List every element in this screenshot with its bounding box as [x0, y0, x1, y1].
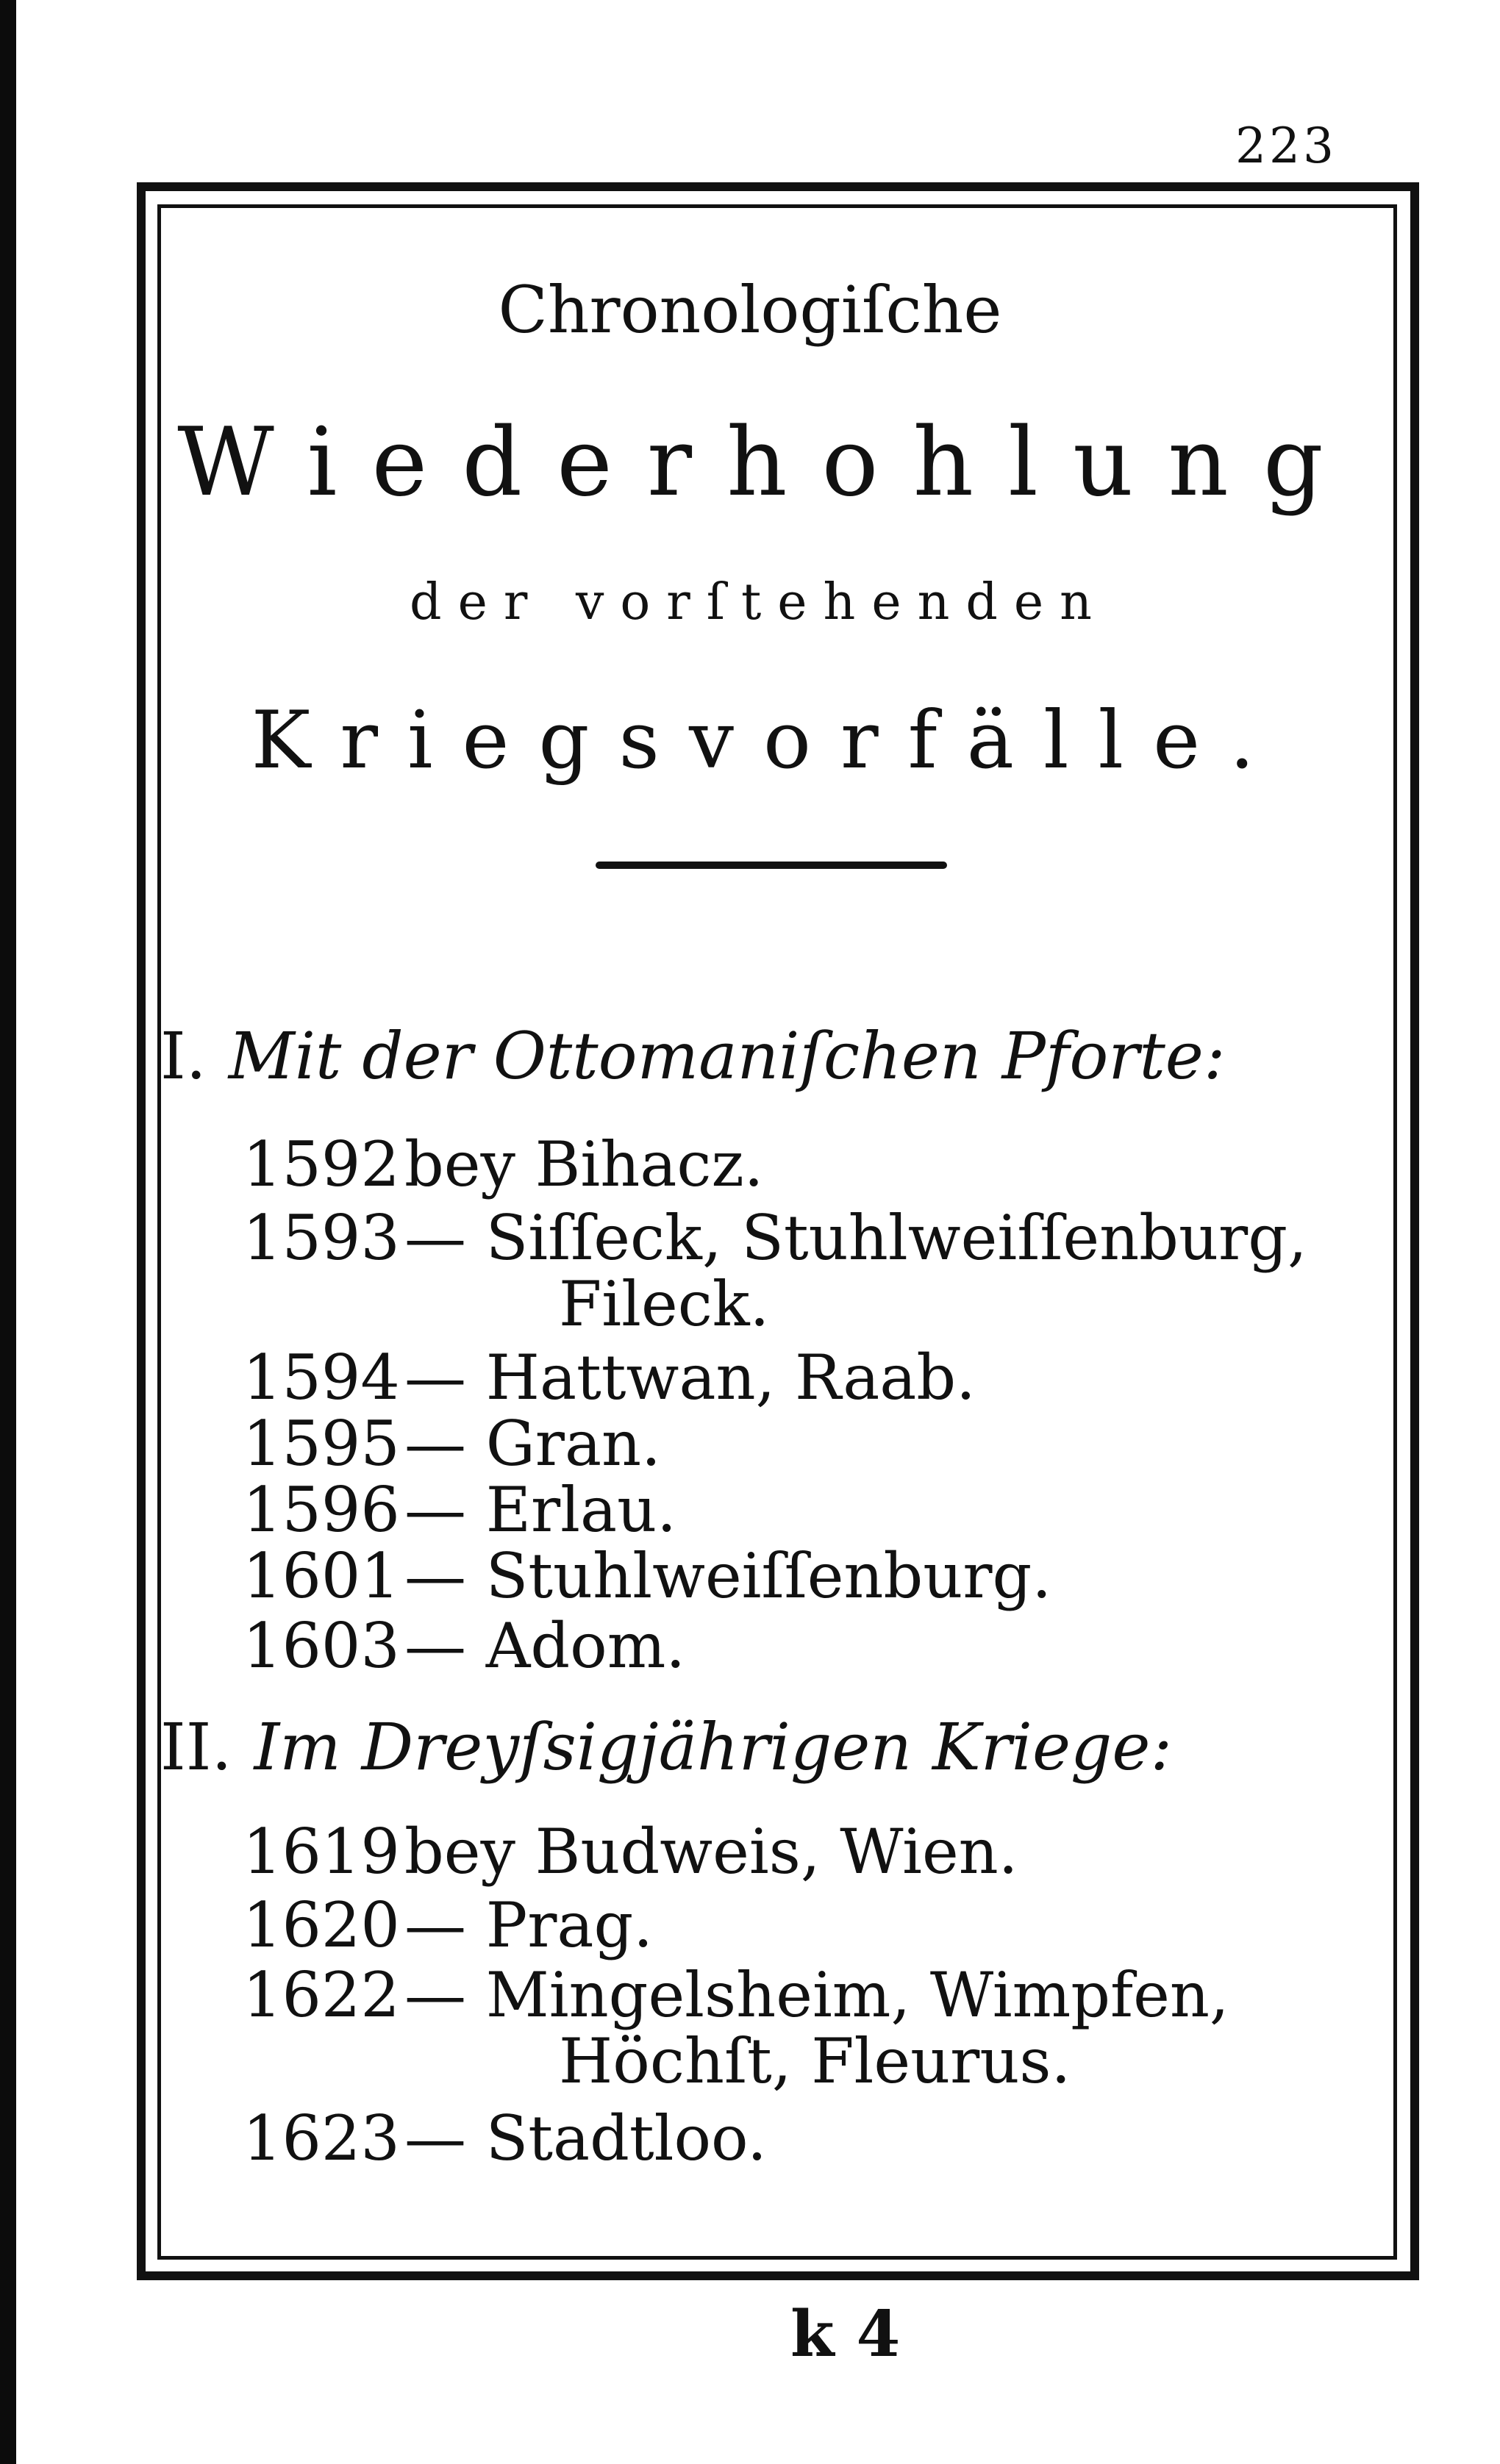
entry-year: 1596: [243, 1474, 400, 1546]
signature-mark: k 4: [790, 2297, 901, 2371]
entry-text: — Mingelsheim, Wimpfen,: [404, 1959, 1229, 2031]
entry-year: 1619: [243, 1816, 400, 1888]
heading-line-4: Kriegsvorfälle.: [251, 695, 1285, 787]
entry-year: 1593: [243, 1202, 400, 1274]
entry-text: — Adom.: [404, 1610, 686, 1682]
section-numeral: II.: [160, 1709, 232, 1785]
entry-text: — Erlau.: [404, 1474, 676, 1546]
entry-year: 1592: [243, 1128, 400, 1200]
entry-text: — Stadtloo.: [404, 2102, 767, 2174]
entry-year: 1620: [243, 1889, 400, 1961]
entry-continuation: Fileck.: [559, 1268, 770, 1340]
entry-year: 1601: [243, 1540, 400, 1612]
heading-line-3: der vorſtehenden: [410, 573, 1108, 631]
heading-line-1: Chronologiſche: [498, 272, 1002, 348]
entry-year: 1603: [243, 1610, 400, 1682]
entry-text: — Siſſeck, Stuhlweiſſenburg,: [404, 1202, 1307, 1274]
ornamental-rule: [596, 862, 947, 869]
page-edge-shadow: [0, 0, 16, 2464]
entry-text: — Stuhlweiſſenburg.: [404, 1540, 1052, 1612]
entry-year: 1594: [243, 1342, 400, 1414]
entry-text: — Hattwan, Raab.: [404, 1342, 976, 1414]
entry-text: bey Bihacz.: [404, 1128, 764, 1200]
entry-year: 1595: [243, 1408, 400, 1480]
entry-text: — Prag.: [404, 1889, 653, 1961]
section-numeral: I.: [160, 1018, 207, 1094]
section-heading: [160, 1709, 1172, 1785]
page-number: 223: [1235, 118, 1337, 174]
section-title: Im Dreyſsigjährigen Kriege:: [254, 1709, 1173, 1785]
section-title: Mit der Ottomaniſchen Pforte:: [228, 1018, 1226, 1094]
section-heading: [160, 1018, 1226, 1094]
entry-year: 1622: [243, 1959, 400, 2031]
entry-text: bey Budweis, Wien.: [404, 1816, 1018, 1888]
entry-text: — Gran.: [404, 1408, 661, 1480]
entry-continuation: Höchſt, Fleurus.: [559, 2025, 1071, 2097]
heading-line-2: Wiederhohlung: [177, 408, 1358, 517]
entry-year: 1623: [243, 2102, 400, 2174]
